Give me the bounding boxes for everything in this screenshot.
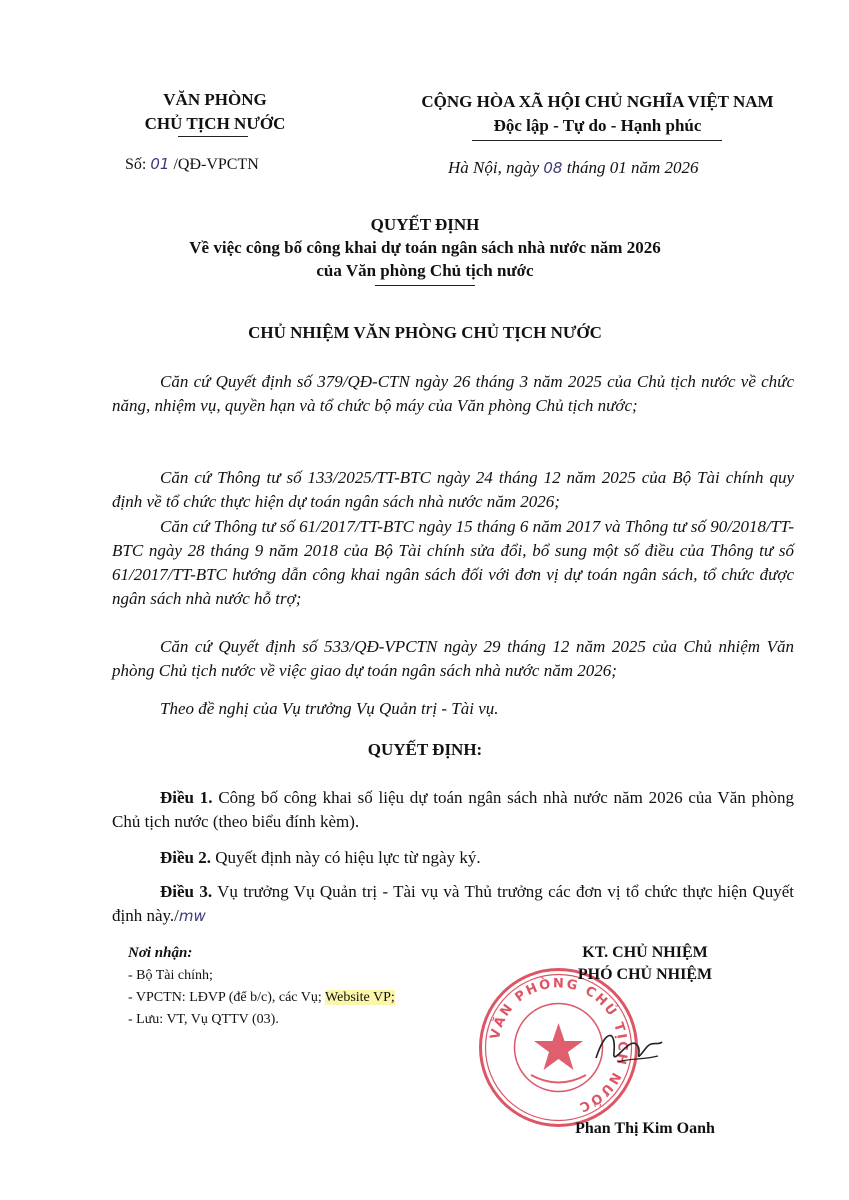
- issuing-authority: CHỦ NHIỆM VĂN PHÒNG CHỦ TỊCH NƯỚC: [248, 323, 602, 342]
- article-2: [112, 846, 794, 870]
- article-1-text: Công bố công khai số liệu dự toán ngân sách nhà nước năm 2026 của Văn phòng Chủ tịch nước (theo biểu đính kèm).: [112, 788, 795, 831]
- document-number: [125, 155, 259, 174]
- place-date-prefix: Hà Nội, ngày: [448, 158, 540, 177]
- motto-underline: [472, 140, 722, 141]
- document-title: QUYẾT ĐỊNH: [370, 215, 480, 234]
- place-date: [448, 158, 698, 178]
- title-underline: [375, 285, 475, 286]
- handwritten-signature: [588, 1018, 668, 1078]
- issuing-org-line1: VĂN PHÒNG: [163, 90, 267, 109]
- national-title: CỘNG HÒA XÃ HỘI CHỦ NGHĨA VIỆT NAM: [421, 92, 774, 111]
- org-underline: [178, 136, 248, 137]
- document-subject-line2: của Văn phòng Chủ tịch nước: [316, 261, 534, 280]
- article-2-text: Quyết định này có hiệu lực từ ngày ký.: [215, 848, 481, 867]
- recipient-item: [128, 990, 395, 1006]
- recipients-title: Nơi nhận:: [128, 945, 193, 961]
- signature-title-line1: KT. CHỦ NHIỆM: [582, 944, 708, 961]
- signer-name: Phan Thị Kim Oanh: [575, 1120, 715, 1137]
- signature-title-line2: PHÓ CHỦ NHIỆM: [577, 966, 713, 983]
- article-3: [112, 880, 794, 928]
- doc-number-suffix: /QĐ-VPCTN: [173, 156, 259, 173]
- place-date-suffix: tháng 01 năm 2026: [566, 158, 699, 177]
- legal-basis-1: Căn cứ Quyết định số 379/QĐ-CTN ngày 26 tháng 3 năm 2025 của Chủ tịch nước về chức năng, nhiệm vụ, quyền hạn và tổ chức bộ máy của Văn phòng Chủ tịch nước;: [112, 372, 794, 415]
- article-2-label: Điều 2.: [160, 848, 211, 867]
- article-1: [112, 786, 794, 834]
- recipient-item-text: - VPCTN: LĐVP (để b/c), các Vụ;: [128, 990, 326, 1005]
- legal-basis-3: Căn cứ Thông tư số 61/2017/TT-BTC ngày 15 tháng 6 năm 2017 và Thông tư số 90/2018/TT-BTC ngày 28 tháng 9 năm 2018 của Bộ Tài chính sửa đổi, bổ sung một số điều của Thông tư số 61/2017/TT-BTC hướng dẫn công khai ngân sách đối với đơn vị dự toán ngân sách, tổ chức được ngân sách nhà nước hỗ trợ;: [112, 517, 794, 608]
- date-day: 08: [543, 159, 563, 177]
- seal-text: VĂN PHÒNG CHỦ TỊCH NƯỚC: [487, 976, 630, 1115]
- initials-mark: mw: [178, 907, 206, 925]
- legal-basis-2: Căn cứ Thông tư số 133/2025/TT-BTC ngày 24 tháng 12 năm 2025 của Bộ Tài chính quy định về tổ chức thực hiện dự toán ngân sách nhà nước năm 2026;: [112, 468, 794, 511]
- document-subject-line1: Về việc công bố công khai dự toán ngân sách nhà nước năm 2026: [189, 238, 661, 257]
- issuing-org-line2: CHỦ TỊCH NƯỚC: [144, 114, 286, 133]
- national-motto: Độc lập - Tự do - Hạnh phúc: [493, 116, 702, 135]
- decision-heading: QUYẾT ĐỊNH:: [367, 740, 483, 759]
- legal-basis-4: Căn cứ Quyết định số 533/QĐ-VPCTN ngày 29 tháng 12 năm 2025 của Chủ nhiệm Văn phòng Chủ tịch nước về việc giao dự toán ngân sách nhà nước năm 2026;: [112, 637, 794, 680]
- recipient-item: - Lưu: VT, Vụ QTTV (03).: [128, 1012, 279, 1027]
- article-1-label: Điều 1.: [160, 788, 213, 807]
- doc-number-prefix: Số:: [125, 156, 147, 173]
- doc-number-value: 01: [150, 155, 170, 173]
- highlighted-text: Website VP;: [325, 990, 395, 1005]
- recipient-item: - Bộ Tài chính;: [128, 968, 213, 983]
- article-3-label: Điều 3.: [160, 882, 213, 901]
- legal-basis-5: Theo đề nghị của Vụ trưởng Vụ Quản trị - Tài vụ.: [160, 699, 499, 718]
- article-3-text: Vụ trưởng Vụ Quản trị - Tài vụ và Thủ trưởng các đơn vị tổ chức thực hiện Quyết định này./: [112, 882, 795, 925]
